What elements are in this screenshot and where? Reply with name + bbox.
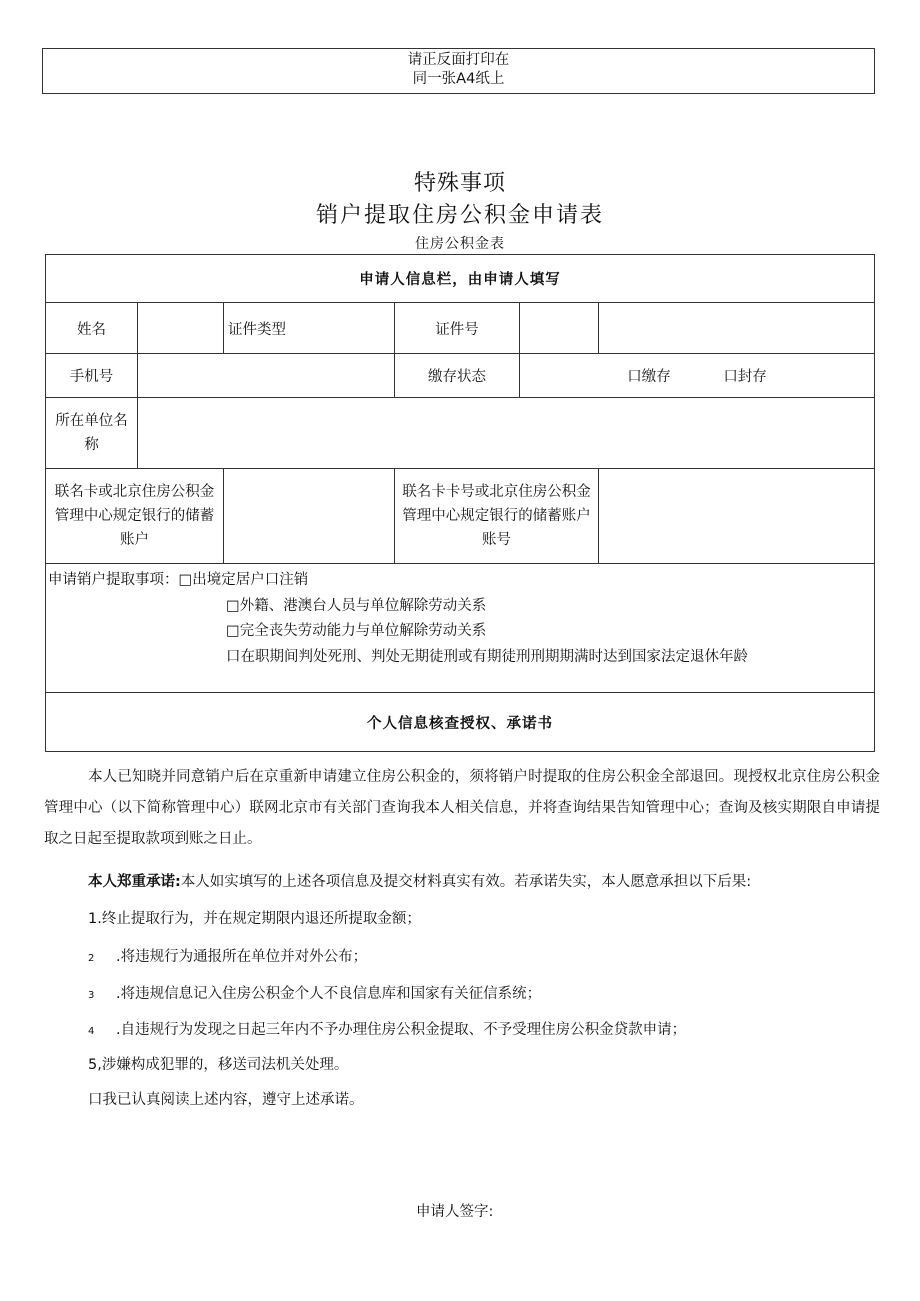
id-number-label: 证件号 [395, 303, 520, 354]
promise-item-3-text: .将违规信息记入住房公积金个人不良信息库和国家有关征信系统； [116, 986, 542, 1002]
card-number-field[interactable] [599, 469, 875, 564]
promise-item-1-number: 1. [88, 911, 102, 927]
print-notice-line2: 同一张A4纸上 [412, 71, 505, 87]
promise-item-5 [88, 1053, 348, 1074]
authorization-paragraph: 本人已知晓并同意销户后在京重新申请建立住房公积金的，须将销户时提取的住房公积金全部退回。现授权北京住房公积金管理中心（以下简称管理中心）联网北京市有关部门查询我本人相关信息，并将查询结果告知管理中心；查询及核实期限自申请提取之日起至提取款项到账之日止。 [44, 769, 880, 847]
confirm-checkbox-line[interactable]: 口我已认真阅读上述内容，遵守上述承诺。 [88, 1092, 364, 1108]
id-number-field-extra[interactable] [599, 303, 875, 354]
id-type-label: 证件类型 [224, 303, 395, 354]
print-notice-line1: 请正反面打印在 [407, 52, 510, 68]
promise-item-4-number: 4 [88, 1026, 95, 1037]
deposit-option-checkbox[interactable]: 口缴存 [627, 369, 671, 385]
matter-option-foreign[interactable]: □外籍、港澳台人员与单位解除劳动关系 [226, 597, 487, 614]
promise-text: 本人如实填写的上述各项信息及提交材料真实有效。若承诺失实，本人愿意承担以下后果: [180, 874, 752, 890]
promise-item-3 [88, 982, 541, 1003]
authorization-title: 个人信息核查授权、承诺书 [46, 693, 875, 752]
matter-option-disability[interactable]: □完全丧失劳动能力与单位解除劳动关系 [226, 623, 487, 639]
form-title-line2: 销户提取住房公积金申请表 [315, 203, 604, 228]
deposit-status-label: 缴存状态 [395, 354, 520, 398]
employer-label: 所在单位名称 [46, 398, 138, 469]
promise-heading: 本人郑重承诺: [88, 874, 181, 890]
promise-item-4-text: .自违规行为发现之日起三年内不予办理住房公积金提取、不予受理住房公积金贷款申请； [116, 1022, 687, 1038]
phone-label: 手机号 [46, 354, 138, 398]
matter-option-emigration[interactable]: □出境定居户口注销 [178, 572, 309, 588]
promise-item-1 [88, 907, 421, 928]
card-field[interactable] [224, 469, 395, 564]
withdrawal-matters-cell [46, 564, 875, 693]
application-form-table [45, 254, 875, 752]
phone-field[interactable] [138, 354, 395, 398]
card-label: 联名卡或北京住房公积金管理中心规定银行的储蓄账户 [46, 469, 224, 564]
promise-item-4 [88, 1018, 686, 1039]
card-number-label: 联名卡卡号或北京住房公积金管理中心规定银行的储蓄账户账号 [395, 469, 599, 564]
matters-label: 申请销户提取事项： [48, 572, 179, 588]
promise-item-5-text: 涉嫌构成犯罪的，移送司法机关处理。 [101, 1057, 349, 1073]
sealed-option-checkbox[interactable]: 口封存 [723, 369, 767, 385]
promise-item-5-number: 5, [88, 1057, 102, 1073]
employer-field[interactable] [138, 398, 875, 469]
promise-item-2 [88, 945, 367, 966]
promise-line [88, 870, 878, 891]
promise-item-2-number: 2 [88, 953, 95, 964]
matter-option-sentence[interactable]: 口在职期间判处死刑、判处无期徒刑或有期徒刑刑期期满时达到国家法定退休年龄 [226, 648, 748, 665]
applicant-section-title: 申请人信息栏，由申请人填写 [46, 255, 875, 303]
form-subtitle: 住房公积金表 [415, 236, 505, 252]
promise-item-3-number: 3 [88, 990, 95, 1001]
deposit-status-options [520, 354, 875, 398]
promise-item-2-text: .将违规行为通报所在单位并对外公布； [116, 949, 368, 965]
promise-item-1-text: 终止提取行为，并在规定期限内退还所提取金额； [101, 911, 421, 927]
print-notice-box [42, 48, 875, 94]
id-number-field[interactable] [520, 303, 599, 354]
signature-label: 申请人签字: [416, 1204, 494, 1220]
name-field[interactable] [138, 303, 224, 354]
name-label: 姓名 [46, 303, 138, 354]
form-title-line1: 特殊事项 [413, 171, 506, 196]
